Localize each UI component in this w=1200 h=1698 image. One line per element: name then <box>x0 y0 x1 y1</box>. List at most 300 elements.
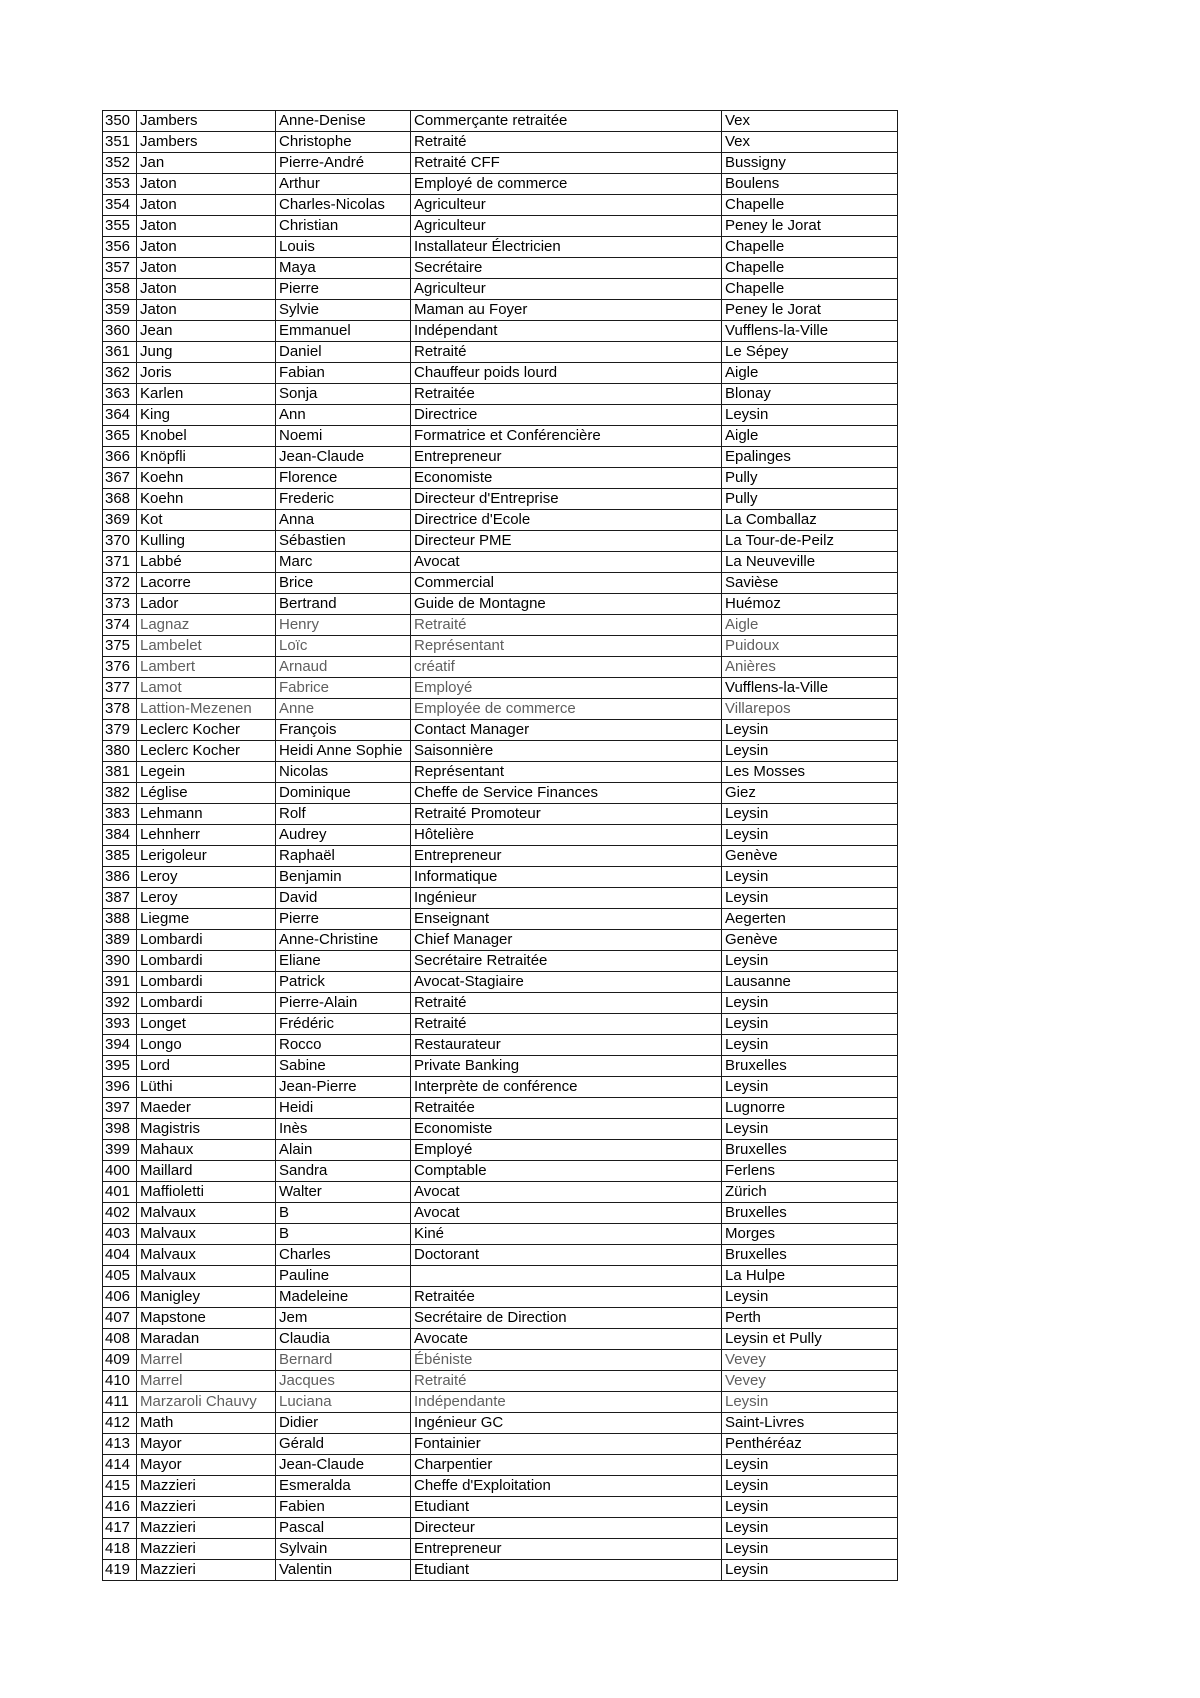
table-row <box>103 426 898 447</box>
last-name-cell: Maillard <box>137 1161 276 1182</box>
occupation-cell: Avocat <box>411 1203 722 1224</box>
table-row <box>103 867 898 888</box>
table-row <box>103 741 898 762</box>
occupation-cell: Retraité CFF <box>411 153 722 174</box>
occupation-cell: Avocat-Stagiaire <box>411 972 722 993</box>
row-number-cell: 378 <box>103 699 137 720</box>
city-cell: Lugnorre <box>722 1098 898 1119</box>
table-row <box>103 1371 898 1392</box>
last-name-cell: Marzaroli Chauvy <box>137 1392 276 1413</box>
last-name-cell: Leclerc Kocher <box>137 720 276 741</box>
row-number-cell: 384 <box>103 825 137 846</box>
last-name-cell: Lehmann <box>137 804 276 825</box>
city-cell: Peney le Jorat <box>722 216 898 237</box>
table-row <box>103 657 898 678</box>
table-row <box>103 363 898 384</box>
last-name-cell: Labbé <box>137 552 276 573</box>
last-name-cell: Jung <box>137 342 276 363</box>
first-name-cell: Loïc <box>276 636 411 657</box>
first-name-cell: Bernard <box>276 1350 411 1371</box>
last-name-cell: Mahaux <box>137 1140 276 1161</box>
row-number-cell: 363 <box>103 384 137 405</box>
table-row <box>103 1518 898 1539</box>
row-number-cell: 374 <box>103 615 137 636</box>
first-name-cell: Pierre-Alain <box>276 993 411 1014</box>
occupation-cell: Retraité <box>411 615 722 636</box>
table-row <box>103 1497 898 1518</box>
first-name-cell: Claudia <box>276 1329 411 1350</box>
occupation-cell: Retraitée <box>411 384 722 405</box>
row-number-cell: 402 <box>103 1203 137 1224</box>
table-row <box>103 1035 898 1056</box>
first-name-cell: Nicolas <box>276 762 411 783</box>
occupation-cell: Kiné <box>411 1224 722 1245</box>
signatory-table <box>102 110 898 1581</box>
first-name-cell: Brice <box>276 573 411 594</box>
row-number-cell: 355 <box>103 216 137 237</box>
city-cell: Lausanne <box>722 972 898 993</box>
last-name-cell: Jaton <box>137 216 276 237</box>
city-cell: La Neuveville <box>722 552 898 573</box>
occupation-cell: Restaurateur <box>411 1035 722 1056</box>
row-number-cell: 410 <box>103 1371 137 1392</box>
first-name-cell: Anne <box>276 699 411 720</box>
city-cell: Anières <box>722 657 898 678</box>
occupation-cell: Secrétaire Retraitée <box>411 951 722 972</box>
last-name-cell: Leroy <box>137 867 276 888</box>
city-cell: Les Mosses <box>722 762 898 783</box>
row-number-cell: 361 <box>103 342 137 363</box>
first-name-cell: Jean-Pierre <box>276 1077 411 1098</box>
table-row <box>103 1140 898 1161</box>
last-name-cell: Jaton <box>137 237 276 258</box>
row-number-cell: 388 <box>103 909 137 930</box>
first-name-cell: Maya <box>276 258 411 279</box>
last-name-cell: Longet <box>137 1014 276 1035</box>
first-name-cell: Valentin <box>276 1560 411 1581</box>
row-number-cell: 370 <box>103 531 137 552</box>
last-name-cell: Maeder <box>137 1098 276 1119</box>
city-cell: Leysin <box>722 1560 898 1581</box>
first-name-cell: Esmeralda <box>276 1476 411 1497</box>
table-row <box>103 993 898 1014</box>
first-name-cell: Fabien <box>276 1497 411 1518</box>
first-name-cell: Pierre <box>276 279 411 300</box>
first-name-cell: Bertrand <box>276 594 411 615</box>
row-number-cell: 373 <box>103 594 137 615</box>
table-row <box>103 1077 898 1098</box>
last-name-cell: Lord <box>137 1056 276 1077</box>
occupation-cell: Economiste <box>411 1119 722 1140</box>
row-number-cell: 383 <box>103 804 137 825</box>
row-number-cell: 360 <box>103 321 137 342</box>
city-cell: Aigle <box>722 615 898 636</box>
table-row <box>103 1413 898 1434</box>
first-name-cell: Jem <box>276 1308 411 1329</box>
first-name-cell: Sylvain <box>276 1539 411 1560</box>
table-row <box>103 636 898 657</box>
city-cell: Pully <box>722 489 898 510</box>
first-name-cell: Charles-Nicolas <box>276 195 411 216</box>
city-cell: Blonay <box>722 384 898 405</box>
table-row <box>103 762 898 783</box>
row-number-cell: 364 <box>103 405 137 426</box>
first-name-cell: Florence <box>276 468 411 489</box>
last-name-cell: Maradan <box>137 1329 276 1350</box>
first-name-cell: Sonja <box>276 384 411 405</box>
first-name-cell: Rocco <box>276 1035 411 1056</box>
row-number-cell: 354 <box>103 195 137 216</box>
last-name-cell: Math <box>137 1413 276 1434</box>
occupation-cell: Fontainier <box>411 1434 722 1455</box>
occupation-cell: Directrice <box>411 405 722 426</box>
occupation-cell: Informatique <box>411 867 722 888</box>
first-name-cell: Luciana <box>276 1392 411 1413</box>
first-name-cell: Jean-Claude <box>276 447 411 468</box>
city-cell: La Comballaz <box>722 510 898 531</box>
city-cell: Leysin <box>722 993 898 1014</box>
occupation-cell: créatif <box>411 657 722 678</box>
table-row <box>103 951 898 972</box>
table-row <box>103 384 898 405</box>
row-number-cell: 412 <box>103 1413 137 1434</box>
occupation-cell: Retraité <box>411 342 722 363</box>
city-cell: Huémoz <box>722 594 898 615</box>
table-row <box>103 1434 898 1455</box>
first-name-cell: François <box>276 720 411 741</box>
table-row <box>103 1161 898 1182</box>
signatory-table-body <box>103 111 898 1581</box>
last-name-cell: Lüthi <box>137 1077 276 1098</box>
row-number-cell: 401 <box>103 1182 137 1203</box>
occupation-cell: Enseignant <box>411 909 722 930</box>
row-number-cell: 362 <box>103 363 137 384</box>
last-name-cell: Malvaux <box>137 1266 276 1287</box>
occupation-cell: Retraité <box>411 1014 722 1035</box>
table-row <box>103 846 898 867</box>
table-row <box>103 594 898 615</box>
occupation-cell: Avocat <box>411 552 722 573</box>
occupation-cell: Représentant <box>411 636 722 657</box>
first-name-cell: Sabine <box>276 1056 411 1077</box>
last-name-cell: Mazzieri <box>137 1539 276 1560</box>
row-number-cell: 365 <box>103 426 137 447</box>
table-row <box>103 510 898 531</box>
occupation-cell: Contact Manager <box>411 720 722 741</box>
city-cell: Penthéréaz <box>722 1434 898 1455</box>
last-name-cell: Koehn <box>137 468 276 489</box>
row-number-cell: 400 <box>103 1161 137 1182</box>
last-name-cell: Mazzieri <box>137 1497 276 1518</box>
city-cell: Chapelle <box>722 258 898 279</box>
first-name-cell: B <box>276 1224 411 1245</box>
table-row <box>103 783 898 804</box>
city-cell: Bussigny <box>722 153 898 174</box>
last-name-cell: Jambers <box>137 132 276 153</box>
occupation-cell: Indépendant <box>411 321 722 342</box>
table-row <box>103 1287 898 1308</box>
table-row <box>103 237 898 258</box>
city-cell: Villarepos <box>722 699 898 720</box>
first-name-cell: David <box>276 888 411 909</box>
last-name-cell: Mazzieri <box>137 1476 276 1497</box>
city-cell: Peney le Jorat <box>722 300 898 321</box>
row-number-cell: 377 <box>103 678 137 699</box>
occupation-cell: Etudiant <box>411 1560 722 1581</box>
occupation-cell: Charpentier <box>411 1455 722 1476</box>
city-cell: Aigle <box>722 426 898 447</box>
occupation-cell: Indépendante <box>411 1392 722 1413</box>
table-row <box>103 1329 898 1350</box>
row-number-cell: 376 <box>103 657 137 678</box>
occupation-cell: Economiste <box>411 468 722 489</box>
first-name-cell: Ann <box>276 405 411 426</box>
row-number-cell: 380 <box>103 741 137 762</box>
occupation-cell: Maman au Foyer <box>411 300 722 321</box>
table-row <box>103 1476 898 1497</box>
first-name-cell: Raphaël <box>276 846 411 867</box>
row-number-cell: 382 <box>103 783 137 804</box>
last-name-cell: Knöpfli <box>137 447 276 468</box>
last-name-cell: Mayor <box>137 1455 276 1476</box>
row-number-cell: 372 <box>103 573 137 594</box>
last-name-cell: Marrel <box>137 1350 276 1371</box>
table-row <box>103 678 898 699</box>
city-cell: Boulens <box>722 174 898 195</box>
first-name-cell: Inès <box>276 1119 411 1140</box>
city-cell: Puidoux <box>722 636 898 657</box>
row-number-cell: 386 <box>103 867 137 888</box>
first-name-cell: Sébastien <box>276 531 411 552</box>
row-number-cell: 403 <box>103 1224 137 1245</box>
last-name-cell: Lehnherr <box>137 825 276 846</box>
first-name-cell: Marc <box>276 552 411 573</box>
first-name-cell: Anna <box>276 510 411 531</box>
last-name-cell: Malvaux <box>137 1245 276 1266</box>
first-name-cell: Madeleine <box>276 1287 411 1308</box>
row-number-cell: 416 <box>103 1497 137 1518</box>
row-number-cell: 414 <box>103 1455 137 1476</box>
occupation-cell: Saisonnière <box>411 741 722 762</box>
occupation-cell: Chauffeur poids lourd <box>411 363 722 384</box>
first-name-cell: Jacques <box>276 1371 411 1392</box>
table-row <box>103 1245 898 1266</box>
city-cell: Leysin <box>722 1497 898 1518</box>
table-row <box>103 153 898 174</box>
row-number-cell: 408 <box>103 1329 137 1350</box>
row-number-cell: 396 <box>103 1077 137 1098</box>
occupation-cell: Ingénieur GC <box>411 1413 722 1434</box>
first-name-cell: Louis <box>276 237 411 258</box>
table-row <box>103 825 898 846</box>
table-row <box>103 552 898 573</box>
row-number-cell: 389 <box>103 930 137 951</box>
occupation-cell: Comptable <box>411 1161 722 1182</box>
row-number-cell: 352 <box>103 153 137 174</box>
table-row <box>103 1119 898 1140</box>
city-cell: Leysin <box>722 405 898 426</box>
row-number-cell: 385 <box>103 846 137 867</box>
row-number-cell: 393 <box>103 1014 137 1035</box>
row-number-cell: 379 <box>103 720 137 741</box>
table-row <box>103 489 898 510</box>
occupation-cell: Avocat <box>411 1182 722 1203</box>
city-cell: Leysin <box>722 804 898 825</box>
occupation-cell: Directrice d'Ecole <box>411 510 722 531</box>
last-name-cell: Jan <box>137 153 276 174</box>
first-name-cell: B <box>276 1203 411 1224</box>
city-cell: La Hulpe <box>722 1266 898 1287</box>
city-cell: Pully <box>722 468 898 489</box>
last-name-cell: Longo <box>137 1035 276 1056</box>
city-cell: Bruxelles <box>722 1245 898 1266</box>
city-cell: Leysin <box>722 1287 898 1308</box>
last-name-cell: Jambers <box>137 111 276 132</box>
table-row <box>103 111 898 132</box>
city-cell: Leysin <box>722 867 898 888</box>
first-name-cell: Dominique <box>276 783 411 804</box>
occupation-cell: Installateur Électricien <box>411 237 722 258</box>
table-row <box>103 300 898 321</box>
first-name-cell: Fabrice <box>276 678 411 699</box>
first-name-cell: Noemi <box>276 426 411 447</box>
table-row <box>103 615 898 636</box>
table-row <box>103 930 898 951</box>
city-cell: Leysin <box>722 951 898 972</box>
last-name-cell: Joris <box>137 363 276 384</box>
table-row <box>103 1203 898 1224</box>
table-row <box>103 174 898 195</box>
row-number-cell: 381 <box>103 762 137 783</box>
first-name-cell: Patrick <box>276 972 411 993</box>
last-name-cell: Jaton <box>137 174 276 195</box>
last-name-cell: Lamot <box>137 678 276 699</box>
table-row <box>103 531 898 552</box>
last-name-cell: Lombardi <box>137 951 276 972</box>
row-number-cell: 404 <box>103 1245 137 1266</box>
occupation-cell: Chief Manager <box>411 930 722 951</box>
first-name-cell: Rolf <box>276 804 411 825</box>
row-number-cell: 356 <box>103 237 137 258</box>
first-name-cell: Charles <box>276 1245 411 1266</box>
occupation-cell: Cheffe de Service Finances <box>411 783 722 804</box>
city-cell: Le Sépey <box>722 342 898 363</box>
occupation-cell: Directeur d'Entreprise <box>411 489 722 510</box>
last-name-cell: Lombardi <box>137 930 276 951</box>
first-name-cell: Arnaud <box>276 657 411 678</box>
occupation-cell: Avocate <box>411 1329 722 1350</box>
occupation-cell: Agriculteur <box>411 279 722 300</box>
city-cell: Bruxelles <box>722 1056 898 1077</box>
table-row <box>103 804 898 825</box>
last-name-cell: Lattion-Mezenen <box>137 699 276 720</box>
row-number-cell: 419 <box>103 1560 137 1581</box>
occupation-cell: Entrepreneur <box>411 846 722 867</box>
city-cell: Perth <box>722 1308 898 1329</box>
row-number-cell: 395 <box>103 1056 137 1077</box>
occupation-cell: Ingénieur <box>411 888 722 909</box>
city-cell: Leysin <box>722 1539 898 1560</box>
first-name-cell: Frederic <box>276 489 411 510</box>
last-name-cell: King <box>137 405 276 426</box>
occupation-cell: Commerçante retraitée <box>411 111 722 132</box>
last-name-cell: Manigley <box>137 1287 276 1308</box>
occupation-cell: Directeur PME <box>411 531 722 552</box>
occupation-cell: Hôtelière <box>411 825 722 846</box>
table-row <box>103 1014 898 1035</box>
first-name-cell: Heidi <box>276 1098 411 1119</box>
row-number-cell: 390 <box>103 951 137 972</box>
table-row <box>103 321 898 342</box>
city-cell: Chapelle <box>722 279 898 300</box>
last-name-cell: Kulling <box>137 531 276 552</box>
row-number-cell: 351 <box>103 132 137 153</box>
table-row <box>103 1308 898 1329</box>
city-cell: Leysin <box>722 888 898 909</box>
city-cell: Vevey <box>722 1371 898 1392</box>
city-cell: Leysin <box>722 825 898 846</box>
row-number-cell: 353 <box>103 174 137 195</box>
last-name-cell: Lombardi <box>137 972 276 993</box>
occupation-cell: Représentant <box>411 762 722 783</box>
table-row <box>103 1560 898 1581</box>
city-cell: Vufflens-la-Ville <box>722 678 898 699</box>
first-name-cell: Walter <box>276 1182 411 1203</box>
occupation-cell: Retraité <box>411 993 722 1014</box>
first-name-cell: Audrey <box>276 825 411 846</box>
last-name-cell: Jaton <box>137 195 276 216</box>
occupation-cell: Agriculteur <box>411 195 722 216</box>
row-number-cell: 413 <box>103 1434 137 1455</box>
last-name-cell: Lador <box>137 594 276 615</box>
row-number-cell: 369 <box>103 510 137 531</box>
table-row <box>103 1392 898 1413</box>
last-name-cell: Mayor <box>137 1434 276 1455</box>
city-cell: Vex <box>722 111 898 132</box>
table-row <box>103 1056 898 1077</box>
first-name-cell: Frédéric <box>276 1014 411 1035</box>
table-row <box>103 447 898 468</box>
occupation-cell <box>411 1266 722 1287</box>
occupation-cell: Retraitée <box>411 1098 722 1119</box>
occupation-cell: Employé de commerce <box>411 174 722 195</box>
occupation-cell: Etudiant <box>411 1497 722 1518</box>
row-number-cell: 392 <box>103 993 137 1014</box>
first-name-cell: Pauline <box>276 1266 411 1287</box>
row-number-cell: 417 <box>103 1518 137 1539</box>
last-name-cell: Malvaux <box>137 1203 276 1224</box>
first-name-cell: Arthur <box>276 174 411 195</box>
city-cell: Leysin <box>722 1035 898 1056</box>
city-cell: Chapelle <box>722 195 898 216</box>
city-cell: Vufflens-la-Ville <box>722 321 898 342</box>
city-cell: Bruxelles <box>722 1203 898 1224</box>
city-cell: Leysin <box>722 1455 898 1476</box>
last-name-cell: Karlen <box>137 384 276 405</box>
first-name-cell: Fabian <box>276 363 411 384</box>
city-cell: Vex <box>722 132 898 153</box>
row-number-cell: 398 <box>103 1119 137 1140</box>
table-row <box>103 1224 898 1245</box>
city-cell: Leysin <box>722 1077 898 1098</box>
row-number-cell: 359 <box>103 300 137 321</box>
occupation-cell: Private Banking <box>411 1056 722 1077</box>
first-name-cell: Sylvie <box>276 300 411 321</box>
occupation-cell: Formatrice et Conférencière <box>411 426 722 447</box>
first-name-cell: Pierre <box>276 909 411 930</box>
city-cell: Bruxelles <box>722 1140 898 1161</box>
last-name-cell: Lerigoleur <box>137 846 276 867</box>
